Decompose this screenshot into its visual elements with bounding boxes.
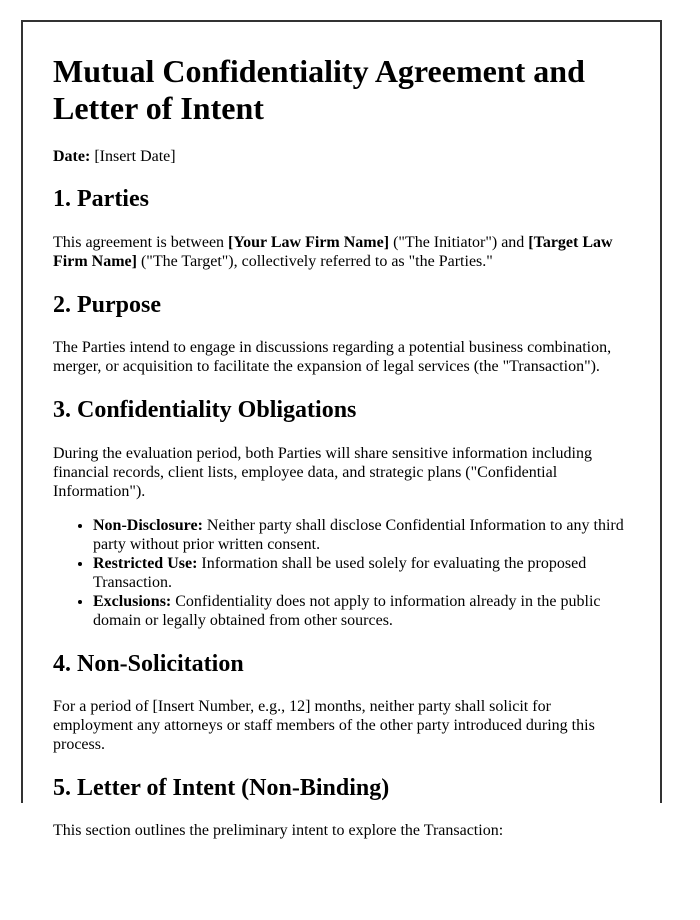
bullet-item-restricted-use	[93, 555, 630, 593]
bullet-text: Neither party shall disclose Confidential Information to any third party without prior written consent.	[93, 517, 624, 554]
document-page	[21, 20, 662, 840]
obligations-bullet-list	[53, 517, 630, 630]
bullet-label: Restricted Use:	[93, 555, 198, 573]
text-run: This section outlines the preliminary intent to explore the Transaction:	[53, 822, 504, 840]
section-heading-parties: 1. Parties	[53, 186, 149, 213]
confidentiality-paragraph	[53, 445, 630, 502]
date-label: Date:	[53, 147, 91, 165]
document-title: Mutual Confidentiality Agreement and Letter of Intent	[53, 53, 585, 126]
section-heading-confidentiality-obligations: 3. Confidentiality Obligations	[53, 397, 357, 424]
bullet-label: Non-Disclosure:	[93, 517, 203, 535]
date-line	[53, 148, 630, 167]
letter-of-intent-paragraph	[53, 822, 630, 841]
bullet-item-non-disclosure	[93, 517, 630, 555]
date-value: [Insert Date]	[90, 147, 176, 165]
section-heading-letter-of-intent: 5. Letter of Intent (Non-Binding)	[53, 774, 390, 801]
placeholder-target-firm-name: [Target Law Firm Name]	[53, 234, 613, 270]
text-run: The Parties intend to engage in discussions regarding a potential business combination, merger, or acquisition to facilitate the expansion of legal services (the "Transaction").	[53, 339, 612, 376]
bullet-item-exclusions	[93, 593, 630, 631]
bullet-text: Confidentiality does not apply to information already in the public domain or legally obtained from other sources.	[93, 592, 601, 629]
text-run: ("The Target"), collectively referred to as "the Parties."	[136, 252, 493, 270]
non-solicitation-paragraph	[53, 698, 630, 755]
text-run: For a period of [Insert Number, e.g., 12] months, neither party shall solicit for employment any attorneys or staff members of the other party introduced during this process.	[53, 698, 595, 753]
text-run: During the evaluation period, both Parties will share sensitive information including financial records, client lists, employee data, and strategic plans ("Confidential Information").	[53, 444, 592, 500]
bullet-text: Information shall be used solely for evaluating the proposed Transaction.	[93, 555, 587, 591]
bullet-label: Exclusions:	[93, 592, 172, 610]
section-heading-non-solicitation: 4. Non-Solicitation	[53, 650, 244, 677]
text-run: This agreement is between	[53, 234, 229, 252]
placeholder-your-firm-name: [Your Law Firm Name]	[228, 234, 390, 252]
parties-paragraph	[53, 234, 630, 272]
purpose-paragraph	[53, 339, 630, 377]
text-run: ("The Initiator") and	[389, 234, 529, 252]
section-heading-purpose: 2. Purpose	[53, 291, 161, 318]
